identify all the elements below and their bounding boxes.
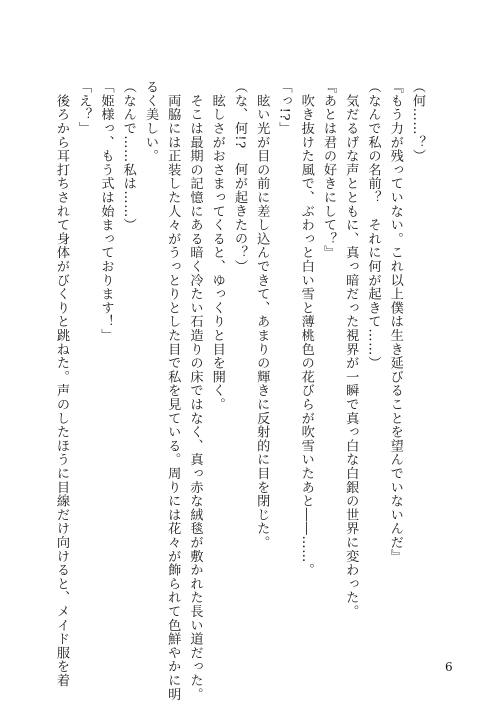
- text-line: （何……？）: [410, 80, 425, 163]
- text-line: 「姫様っ、もう式は始まっております！」: [98, 80, 114, 343]
- text-line: 「え？」: [76, 80, 92, 136]
- vertical-text-block: [54, 80, 428, 701]
- text-line: 眩しさがおさまってくると、ゆっくりと目を開く。: [209, 80, 225, 412]
- text-line: そこは最期の記憶にある暗く冷たい石造りの床ではなく、真っ赤な絨毯が敷かれた長い道だった。: [187, 80, 203, 701]
- text-line: （なんで私の名前？ それに何が起きて……）: [365, 80, 381, 370]
- page-number: 6: [445, 660, 453, 674]
- text-line: 「っ!?」: [276, 80, 292, 135]
- text-line: （な、何!? 何が起きたの？）: [232, 80, 247, 273]
- text-line: 『もう力が残っていない。これ以上僕は生き延びることを望んでいないんだ』: [387, 80, 403, 563]
- text-line: 吹き抜けた風で、ぶわっと白い雪と薄桃色の花びらが吹雪いたあと――……。: [298, 80, 314, 577]
- text-line: 後ろから耳打ちされて身体がびくりと跳ねた。声のしたほうに目線だけ向けると、メイド服を着: [54, 80, 69, 688]
- text-line: 眩い光が目の前に差し込んできて、あまりの輝きに反射的に目を閉じた。: [254, 80, 270, 550]
- text-line: 両脇には正装した人々がうっとりとした目で私を見ている。周りには花々が飾られて色鮮やかに明: [165, 80, 181, 701]
- text-line: （なんで……私は……）: [120, 80, 136, 232]
- text-line: るく美しい。: [143, 80, 158, 163]
- text-line: 気だるげな声とともに、真っ暗だった視界が一瞬で真っ白な白銀の世界に変わった。: [343, 80, 359, 619]
- text-line: 『あとは君の好きにして？』: [321, 80, 336, 260]
